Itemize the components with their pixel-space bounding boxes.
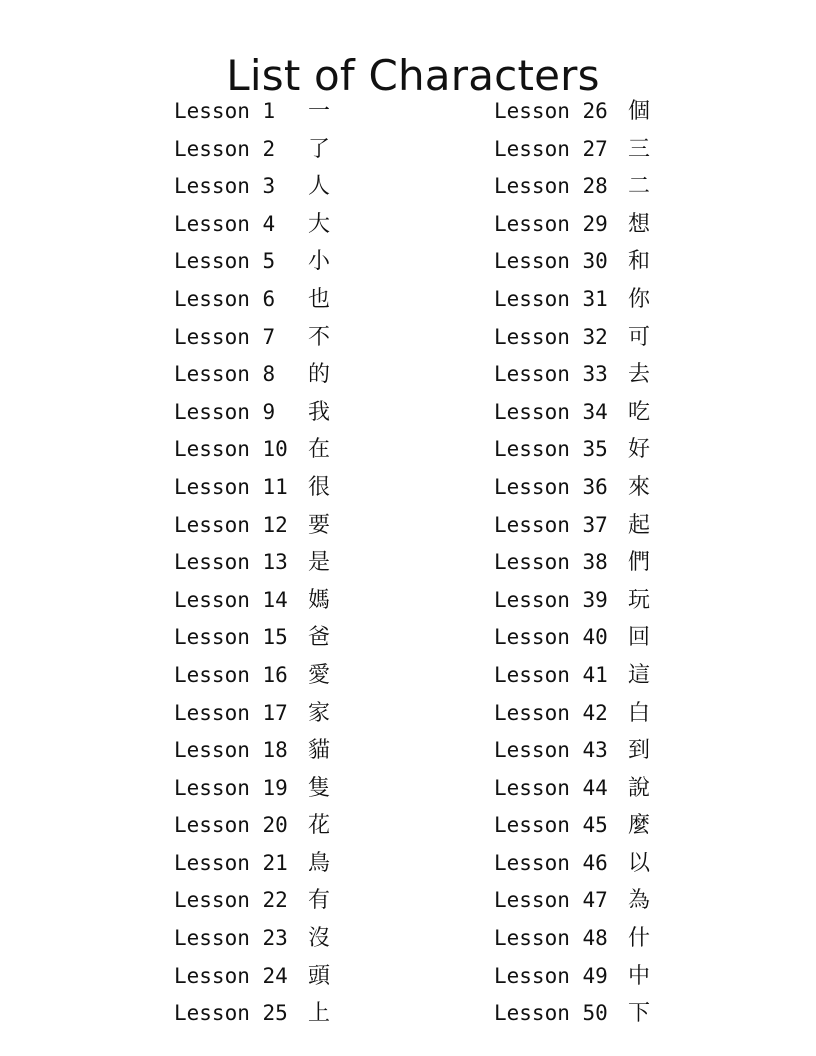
lesson-character: 媽 [308,587,331,613]
lesson-label: Lesson 43 [494,738,608,763]
lesson-label: Lesson 6 [174,286,276,311]
lesson-label: Lesson 21 [174,850,288,875]
lesson-character: 了 [308,136,331,162]
lesson-row [494,657,650,695]
lesson-character: 二 [628,174,651,200]
lesson-row [174,770,330,808]
lesson-row [174,882,330,920]
lesson-character: 麼 [628,813,651,839]
lesson-list-left [174,93,330,1033]
lesson-character: 貓 [308,738,331,764]
lesson-label: Lesson 46 [494,850,608,875]
lesson-row [174,582,330,620]
lesson-row [494,394,650,432]
lesson-label: Lesson 10 [174,437,288,462]
lesson-label: Lesson 47 [494,888,608,913]
lesson-label: Lesson 8 [174,362,276,387]
lesson-row [494,695,650,733]
lesson-row [174,469,330,507]
lesson-character: 也 [308,286,331,312]
lesson-character: 隻 [308,775,331,801]
lesson-row [494,93,650,131]
lesson-label: Lesson 49 [494,963,608,988]
lesson-label: Lesson 39 [494,587,608,612]
page-title: List of Characters [226,51,600,101]
lesson-label: Lesson 36 [494,474,608,499]
lesson-row [494,206,650,244]
lesson-label: Lesson 7 [174,324,276,349]
lesson-row [494,882,650,920]
lesson-label: Lesson 12 [174,512,288,537]
lesson-character: 什 [628,926,651,952]
lesson-character: 和 [628,249,651,275]
lesson-row [494,281,650,319]
lesson-row [174,920,330,958]
lesson-label: Lesson 28 [494,174,608,199]
lesson-label: Lesson 31 [494,286,608,311]
lesson-row [494,544,650,582]
lesson-character: 在 [308,437,331,463]
lesson-character: 來 [628,474,651,500]
lesson-character: 鳥 [308,850,331,876]
lesson-label: Lesson 40 [494,625,608,650]
lesson-label: Lesson 22 [174,888,288,913]
lesson-label: Lesson 41 [494,662,608,687]
lesson-row [174,356,330,394]
lesson-row [494,732,650,770]
lesson-character: 爸 [308,625,331,651]
lesson-character: 下 [628,1001,651,1027]
lesson-character: 白 [628,700,651,726]
lesson-character: 你 [628,286,651,312]
lesson-row [494,319,650,357]
lesson-character: 想 [628,211,651,237]
lesson-label: Lesson 37 [494,512,608,537]
lesson-row [174,732,330,770]
lesson-character: 三 [628,136,651,162]
lesson-character: 這 [628,662,651,688]
lesson-character: 到 [628,738,651,764]
lesson-character: 大 [308,211,331,237]
lesson-label: Lesson 34 [494,399,608,424]
lesson-label: Lesson 44 [494,775,608,800]
lesson-label: Lesson 50 [494,1001,608,1026]
lesson-label: Lesson 23 [174,926,288,951]
lesson-row [494,131,650,169]
lesson-label: Lesson 24 [174,963,288,988]
lesson-row [174,958,330,996]
lesson-label: Lesson 9 [174,399,276,424]
lesson-label: Lesson 42 [494,700,608,725]
lesson-label: Lesson 2 [174,136,276,161]
lesson-row [174,93,330,131]
lesson-character: 要 [308,512,331,538]
lesson-character: 說 [628,775,651,801]
lesson-character: 小 [308,249,331,275]
lesson-label: Lesson 38 [494,550,608,575]
lesson-label: Lesson 18 [174,738,288,763]
lesson-label: Lesson 20 [174,813,288,838]
lesson-label: Lesson 15 [174,625,288,650]
lesson-label: Lesson 11 [174,474,288,499]
lesson-character: 的 [308,362,331,388]
lesson-label: Lesson 1 [174,99,276,123]
lesson-character: 回 [628,625,651,651]
lesson-row [174,243,330,281]
lesson-character: 上 [308,1001,331,1027]
lesson-label: Lesson 13 [174,550,288,575]
lesson-row [174,319,330,357]
lesson-row [174,431,330,469]
lesson-character: 愛 [308,662,331,688]
lesson-character: 一 [308,99,331,124]
lesson-character: 頭 [308,963,331,989]
lesson-character: 好 [628,437,651,463]
lesson-label: Lesson 17 [174,700,288,725]
lesson-row [494,770,650,808]
lesson-label: Lesson 5 [174,249,276,274]
lesson-row [494,995,650,1033]
lesson-label: Lesson 48 [494,926,608,951]
lesson-character: 是 [308,550,331,576]
lesson-character: 玩 [628,587,651,613]
lesson-row [174,619,330,657]
lesson-label: Lesson 14 [174,587,288,612]
lesson-character: 人 [308,174,331,200]
lesson-label: Lesson 45 [494,813,608,838]
lesson-character: 起 [628,512,651,538]
lesson-row [494,168,650,206]
lesson-label: Lesson 26 [494,99,608,123]
lesson-character: 可 [628,324,651,350]
lesson-row [494,807,650,845]
lesson-row [174,394,330,432]
lesson-row [494,431,650,469]
lesson-character: 們 [628,550,651,576]
lesson-row [174,657,330,695]
lesson-row [174,995,330,1033]
lesson-row [494,845,650,883]
lesson-row [174,206,330,244]
lesson-character: 去 [628,362,651,388]
lesson-character: 沒 [308,926,331,952]
lesson-row [174,281,330,319]
lesson-list-right [494,93,650,1033]
lesson-character: 我 [308,399,331,425]
lesson-label: Lesson 16 [174,662,288,687]
lesson-row [494,619,650,657]
lesson-row [494,356,650,394]
lesson-character: 吃 [628,399,651,425]
lesson-row [174,507,330,545]
lesson-row [174,695,330,733]
lesson-row [174,845,330,883]
lesson-character: 家 [308,700,331,726]
lesson-character: 個 [628,99,651,124]
lesson-character: 中 [628,963,651,989]
lesson-row [174,807,330,845]
lesson-label: Lesson 30 [494,249,608,274]
lesson-row [494,958,650,996]
lesson-label: Lesson 3 [174,174,276,199]
lesson-label: Lesson 27 [494,136,608,161]
lesson-character: 花 [308,813,331,839]
lesson-row [174,168,330,206]
lesson-character: 不 [308,324,331,350]
lesson-row [174,131,330,169]
lesson-character: 以 [628,850,651,876]
lesson-row [494,469,650,507]
lesson-label: Lesson 35 [494,437,608,462]
lesson-row [494,507,650,545]
lesson-character: 有 [308,888,331,914]
lesson-row [174,544,330,582]
lesson-character: 很 [308,474,331,500]
lesson-row [494,582,650,620]
lesson-label: Lesson 19 [174,775,288,800]
lesson-label: Lesson 4 [174,211,276,236]
lesson-character: 為 [628,888,651,914]
lesson-row [494,920,650,958]
lesson-label: Lesson 33 [494,362,608,387]
lesson-label: Lesson 29 [494,211,608,236]
lesson-label: Lesson 25 [174,1001,288,1026]
lesson-label: Lesson 32 [494,324,608,349]
lesson-row [494,243,650,281]
